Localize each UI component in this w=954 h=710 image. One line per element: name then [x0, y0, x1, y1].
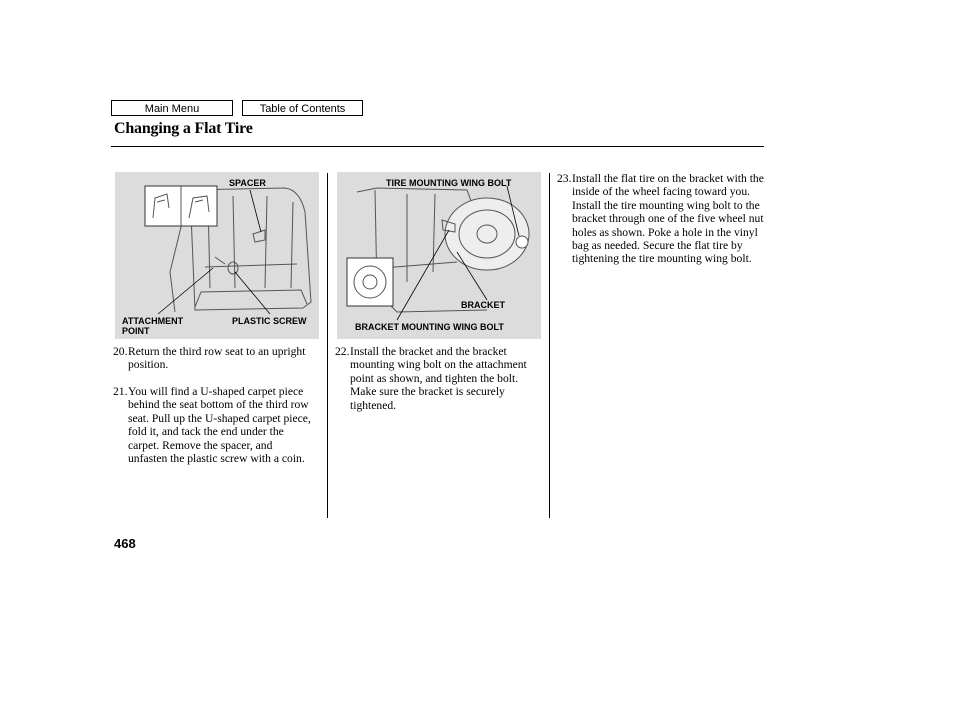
step-21	[113, 385, 313, 465]
page-number: 468	[114, 536, 136, 551]
column-divider-1	[327, 173, 328, 518]
main-menu-button[interactable]: Main Menu	[111, 100, 233, 116]
step-21-text: You will find a U-shaped carpet piece behind the seat bottom of the third row seat. Pull up the U-shaped carpet piece, fold it, and tack the end under the carpet. Remove the spacer, and unfasten the plastic screw with a coin.	[128, 385, 311, 466]
attachment-point-label-line1: ATTACHMENT	[122, 316, 184, 326]
plastic-screw-label: PLASTIC SCREW	[232, 316, 307, 326]
step-20-text: Return the third row seat to an upright position.	[128, 345, 306, 372]
table-of-contents-button[interactable]: Table of Contents	[242, 100, 363, 116]
bracket-label: BRACKET	[461, 300, 505, 310]
title-rule	[111, 146, 764, 147]
step-23-number: 23.	[557, 172, 572, 185]
step-23-text: Install the flat tire on the bracket with the inside of the wheel facing toward you. Install the tire mounting wing bolt to the bracket through one of the five wheel nut holes as shown. Poke a hole in the vinyl bag as needed. Secure the flat tire by tightening the tire mounting wing bolt.	[572, 172, 764, 266]
step-21-number: 21.	[113, 385, 128, 398]
spacer-label: SPACER	[229, 178, 266, 188]
spare-tire-illustration	[337, 172, 541, 339]
attachment-point-label-line2: POINT	[122, 326, 150, 336]
step-22-number: 22.	[335, 345, 350, 358]
tire-mounting-wing-bolt-label: TIRE MOUNTING WING BOLT	[386, 178, 512, 188]
step-23	[557, 172, 764, 266]
figure-bracket-install	[337, 172, 541, 339]
step-22-text: Install the bracket and the bracket mounting wing bolt on the attachment point as shown, and tighten the bolt. Make sure the bracket is securely tightened.	[350, 345, 527, 412]
step-20-number: 20.	[113, 345, 128, 358]
cargo-area-illustration	[115, 172, 319, 339]
page-title: Changing a Flat Tire	[114, 120, 253, 137]
bracket-mounting-wing-bolt-label: BRACKET MOUNTING WING BOLT	[355, 322, 504, 332]
step-20	[113, 345, 318, 372]
figure-spacer-removal	[115, 172, 319, 339]
column-divider-2	[549, 173, 550, 518]
step-22	[335, 345, 542, 412]
